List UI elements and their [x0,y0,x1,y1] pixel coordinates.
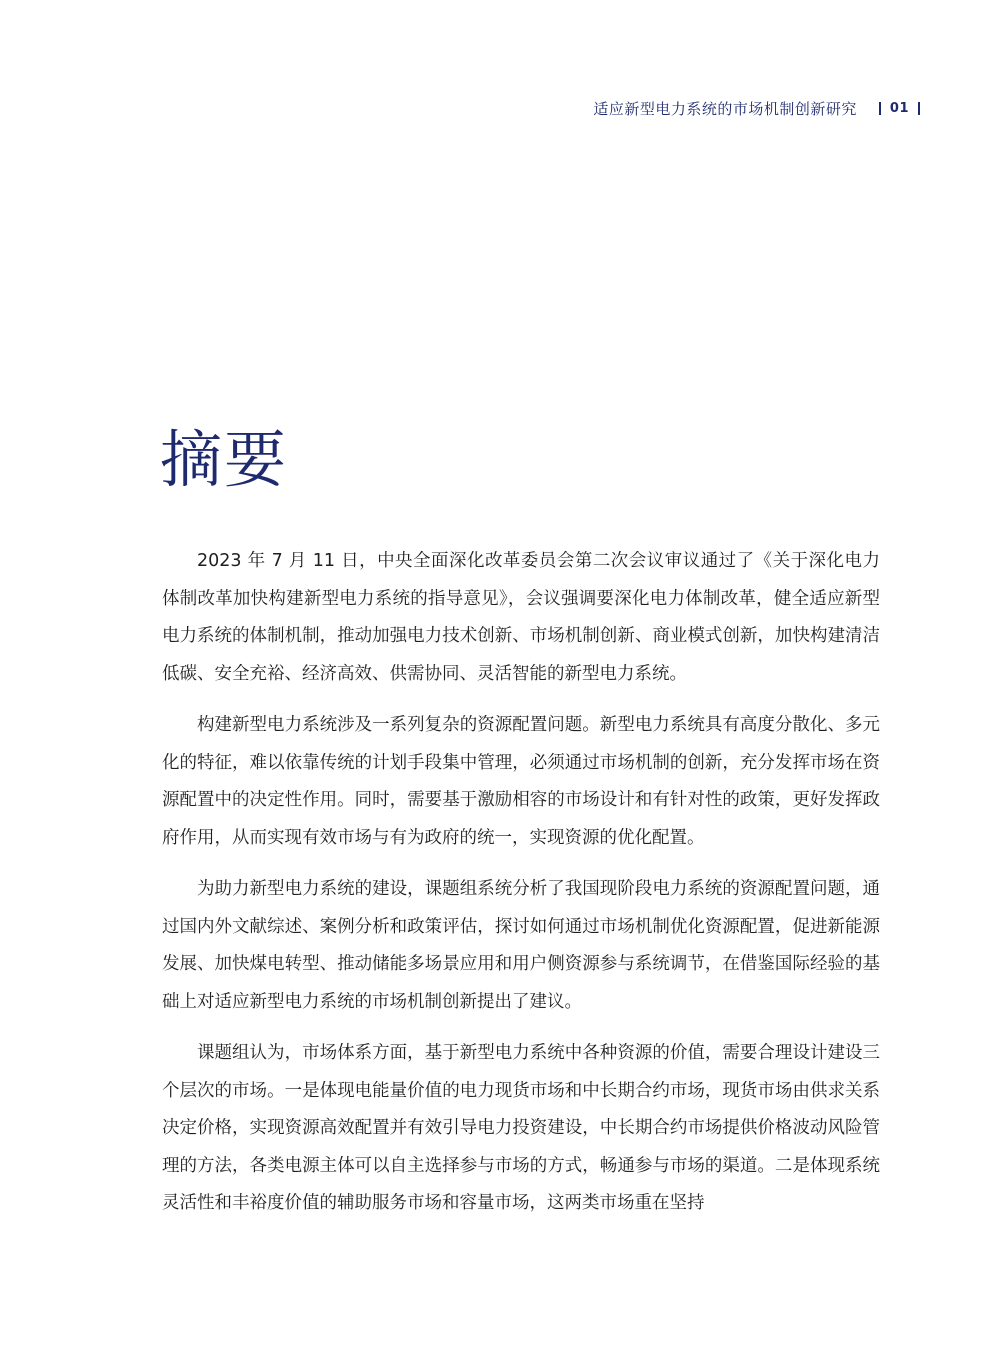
paragraph-2: 构建新型电力系统涉及一系列复杂的资源配置问题。新型电力系统具有高度分散化、多元化的特征，难以依靠传统的计划手段集中管理，必须通过市场机制的创新，充分发挥市场在资源配置中的决定性作用。同时，需要基于激励相容的市场设计和有针对性的政策，更好发挥政府作用，从而实现有效市场与有为政府的统一，实现资源的优化配置。 [162,715,880,848]
page-number-box [879,101,920,116]
paragraph-3: 为助力新型电力系统的建设，课题组系统分析了我国现阶段电力系统的资源配置问题，通过国内外文献综述、案例分析和政策评估，探讨如何通过市场机制优化资源配置，促进新能源发展、加快煤电转型、推动储能多场景应用和用户侧资源参与系统调节，在借鉴国际经验的基础上对适应新型电力系统的市场机制创新提出了建议。 [162,879,880,1012]
paragraph-4: 课题组认为，市场体系方面，基于新型电力系统中各种资源的价值，需要合理设计建设三个层次的市场。一是体现电能量价值的电力现货市场和中长期合约市场，现货市场由供求关系决定价格，实现资源高效配置并有效引导电力投资建设，中长期合约市场提供价格波动风险管理的方法，各类电源主体可以自主选择参与市场的方式，畅通参与市场的渠道。二是体现系统灵活性和丰裕度价值的辅助服务市场和容量市场，这两类市场重在坚持 [162,1043,880,1213]
page-number-left-bar [879,102,881,115]
body-text [162,543,880,1237]
header-title: 适应新型电力系统的市场机制创新研究 [593,100,857,118]
section-title: 摘要 [160,423,289,496]
page-number-right-bar [918,102,920,115]
running-header [593,98,920,119]
page-number: 01 [889,101,909,116]
paragraph-1: 2023 年 7 月 11 日，中央全面深化改革委员会第二次会议审议通过了《关于深化电力体制改革加快构建新型电力系统的指导意见》，会议强调要深化电力体制改革，健全适应新型电力系统的体制机制，推动加强电力技术创新、市场机制创新、商业模式创新，加快构建清洁低碳、安全充裕、经济高效、供需协同、灵活智能的新型电力系统。 [162,551,880,684]
